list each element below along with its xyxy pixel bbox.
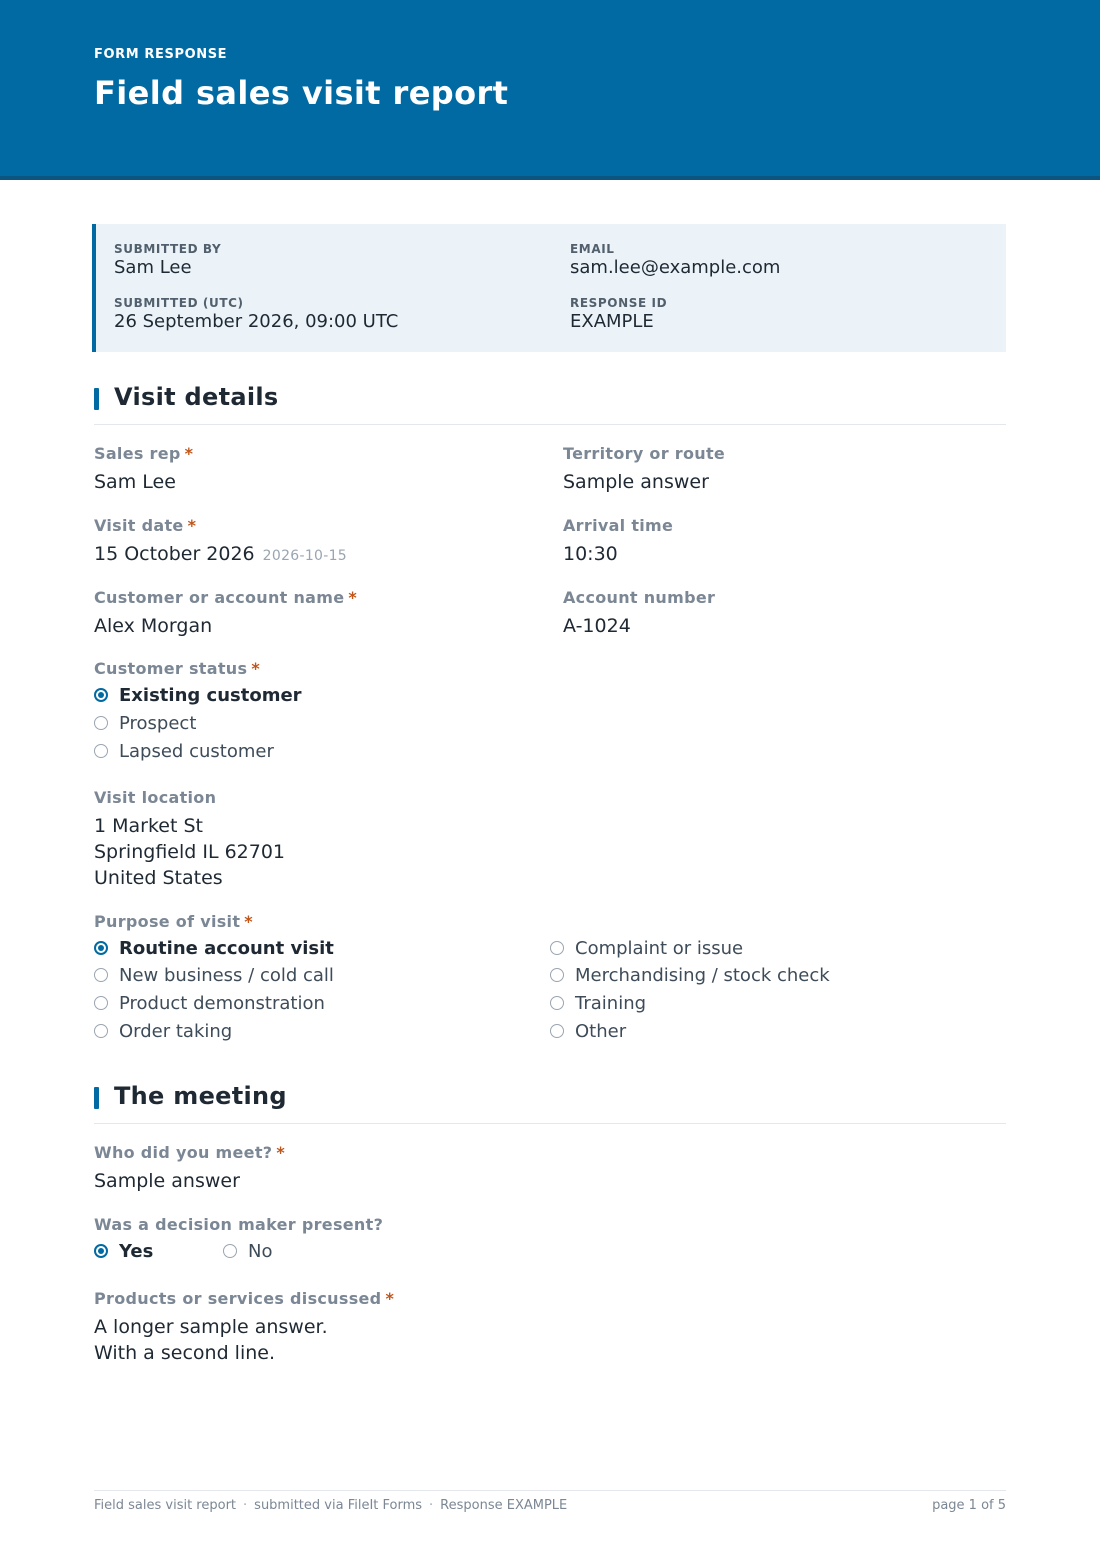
meta-email <box>570 242 780 279</box>
field-label: Customer or account name * <box>94 588 358 607</box>
field-value <box>94 813 285 891</box>
radio-no[interactable]: No <box>223 1238 272 1266</box>
radio-lapsed-customer[interactable]: Lapsed customer <box>94 738 274 766</box>
field-value <box>94 1314 394 1366</box>
radio-merchandising[interactable]: Merchandising / stock check <box>550 962 830 990</box>
meta-submitted-by <box>114 242 221 279</box>
meta-response-id-label: RESPONSE ID <box>570 296 668 310</box>
radio-empty-icon <box>94 716 108 730</box>
radio-empty-icon <box>550 941 564 955</box>
meta-response-id <box>570 296 667 333</box>
field-label: Visit date * <box>94 516 197 535</box>
required-marker: * <box>187 516 197 535</box>
required-marker: * <box>244 912 253 931</box>
address-line-3: United States <box>94 867 223 889</box>
field-value: Alex Morgan <box>94 615 213 637</box>
field-value: Sample answer <box>94 1170 240 1192</box>
required-marker: * <box>184 444 194 463</box>
footer-separator: · <box>429 1498 434 1513</box>
field-decision-maker <box>94 1215 383 1235</box>
meta-submitted-utc <box>114 296 398 333</box>
radio-selected-icon <box>94 688 108 702</box>
section-accent-bar <box>94 388 99 410</box>
meta-submitted-by-value: Sam Lee <box>114 257 192 278</box>
radio-empty-icon <box>94 744 108 758</box>
section-visit-details <box>94 384 1006 425</box>
field-label: Who did you meet? * <box>94 1143 286 1162</box>
field-value: 15 October 2026 2026-10-15 <box>94 543 348 565</box>
field-visit-date <box>94 516 347 569</box>
footer-divider <box>94 1490 1006 1491</box>
field-purpose <box>94 912 253 932</box>
section-title: The meeting <box>114 1082 287 1110</box>
field-label: Was a decision maker present? <box>94 1215 384 1234</box>
field-customer-status <box>94 659 260 679</box>
field-value: Sample answer <box>563 471 709 493</box>
section-accent-bar <box>94 1087 99 1109</box>
radio-other[interactable]: Other <box>550 1018 626 1046</box>
radio-routine-account-visit[interactable]: Routine account visit <box>94 935 334 963</box>
field-label: Visit location <box>94 788 217 807</box>
meta-response-id-value: EXAMPLE <box>570 311 654 332</box>
required-marker: * <box>251 659 260 678</box>
radio-empty-icon <box>223 1244 237 1258</box>
field-label: Sales rep * <box>94 444 194 463</box>
radio-training[interactable]: Training <box>550 990 646 1018</box>
required-marker: * <box>276 1143 286 1162</box>
radio-empty-icon <box>550 1024 564 1038</box>
footer-separator: · <box>243 1498 248 1513</box>
header-eyebrow: FORM RESPONSE <box>94 47 228 62</box>
radio-selected-icon <box>94 941 108 955</box>
radio-yes[interactable]: Yes <box>94 1238 153 1266</box>
footer-via: submitted via FileIt Forms <box>254 1498 423 1513</box>
required-marker: * <box>385 1289 395 1308</box>
field-sales-rep <box>94 444 193 495</box>
field-who-met <box>94 1143 285 1194</box>
page-number: page 1 of 5 <box>932 1498 1006 1513</box>
iso-date: 2026-10-15 <box>262 548 348 564</box>
field-territory <box>563 444 725 495</box>
field-arrival-time <box>563 516 673 567</box>
meta-submitted-utc-label: SUBMITTED (UTC) <box>114 296 244 310</box>
section-title: Visit details <box>114 383 279 411</box>
radio-order-taking[interactable]: Order taking <box>94 1018 232 1046</box>
field-value: 10:30 <box>563 543 618 565</box>
meta-submitted-utc-value: 26 September 2026, 09:00 UTC <box>114 311 399 332</box>
radio-existing-customer[interactable]: Existing customer <box>94 682 302 710</box>
section-the-meeting <box>94 1083 1006 1124</box>
submission-meta-panel <box>92 224 1006 352</box>
radio-product-demonstration[interactable]: Product demonstration <box>94 990 325 1018</box>
radio-empty-icon <box>94 968 108 982</box>
radio-empty-icon <box>550 968 564 982</box>
field-label: Territory or route <box>563 444 726 463</box>
radio-selected-icon <box>94 1244 108 1258</box>
field-label: Customer status * <box>94 659 260 678</box>
address-line-2: Springfield IL 62701 <box>94 841 286 863</box>
field-customer-name <box>94 588 357 639</box>
field-label: Arrival time <box>563 516 674 535</box>
footer-response: Response EXAMPLE <box>440 1498 568 1513</box>
radio-empty-icon <box>94 1024 108 1038</box>
answer-line-1: A longer sample answer. <box>94 1316 328 1338</box>
radio-prospect[interactable]: Prospect <box>94 710 196 738</box>
field-value: A-1024 <box>563 615 631 637</box>
meta-email-value: sam.lee@example.com <box>570 257 781 278</box>
field-products-discussed <box>94 1289 394 1366</box>
radio-empty-icon <box>550 996 564 1010</box>
field-visit-location <box>94 788 285 891</box>
meta-email-label: EMAIL <box>570 242 615 256</box>
page-header <box>0 0 1100 180</box>
radio-new-business[interactable]: New business / cold call <box>94 962 334 990</box>
required-marker: * <box>348 588 358 607</box>
field-account-number <box>563 588 715 639</box>
radio-complaint[interactable]: Complaint or issue <box>550 935 743 963</box>
footer-form-name: Field sales visit report <box>94 1498 237 1513</box>
meta-submitted-by-label: SUBMITTED BY <box>114 242 222 256</box>
footer-info <box>94 1498 567 1513</box>
address-line-1: 1 Market St <box>94 815 203 837</box>
field-label: Purpose of visit * <box>94 912 253 931</box>
field-label: Account number <box>563 588 716 607</box>
radio-empty-icon <box>94 996 108 1010</box>
answer-line-2: With a second line. <box>94 1342 275 1364</box>
page-title: Field sales visit report <box>94 74 509 112</box>
field-value: Sam Lee <box>94 471 176 493</box>
field-label: Products or services discussed * <box>94 1289 395 1308</box>
